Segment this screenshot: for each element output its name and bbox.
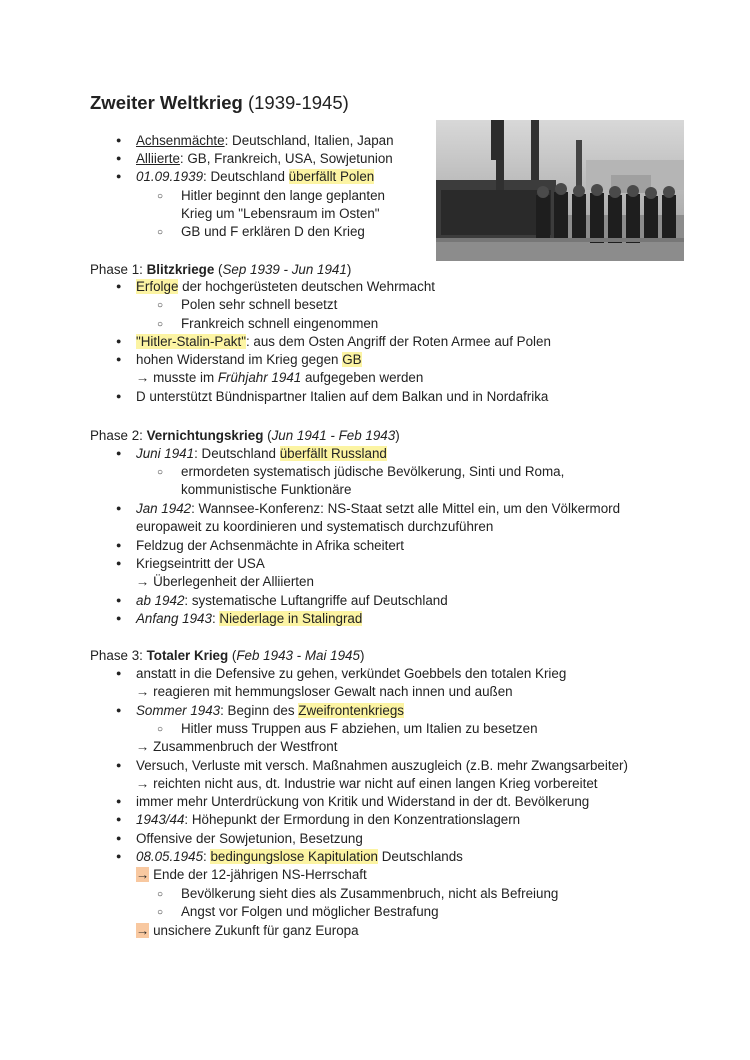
- bullet: [116, 445, 121, 464]
- phase3-heading: Phase 3: Totaler Krieg (Feb 1943 - Mai 1945): [90, 648, 365, 663]
- list-item-continuation: → Überlegenheit der Alliierten: [136, 574, 314, 589]
- list-item: Anfang 1943: Niederlage in Stalingrad: [136, 611, 363, 626]
- list-item: 1943/44: Höhepunkt der Ermordung in den Konzentrationslagern: [136, 812, 521, 827]
- list-item-continuation: → unsichere Zukunft für ganz Europa: [136, 923, 359, 938]
- bullet: [116, 537, 121, 556]
- bullet: [116, 388, 121, 407]
- list-item: Versuch, Verluste mit versch. Maßnahmen auszugleich (z.B. mehr Zwangsarbeiter): [136, 758, 628, 773]
- list-item-continuation: → Ende der 12-jährigen NS-Herrschaft: [136, 867, 367, 882]
- list-item: "Hitler-Stalin-Pakt": aus dem Osten Angriff der Roten Armee auf Polen: [136, 334, 551, 349]
- list-item-continuation: → musste im Frühjahr 1941 aufgegeben werden: [136, 370, 424, 385]
- sub-item: GB und F erklären D den Krieg: [181, 224, 365, 239]
- list-item: 01.09.1939: Deutschland überfällt Polen: [136, 169, 375, 184]
- bullet: [116, 168, 121, 187]
- list-item: D unterstützt Bündnispartner Italien auf dem Balkan und in Nordafrika: [136, 389, 549, 404]
- list-item: immer mehr Unterdrückung von Kritik und Widerstand in der dt. Bevölkerung: [136, 794, 590, 809]
- sub-item: Krieg um "Lebensraum im Osten": [181, 206, 380, 221]
- list-item: Feldzug der Achsenmächte in Afrika scheitert: [136, 538, 404, 553]
- list-item-continuation: europaweit zu koordinieren und systematisch durchzuführen: [136, 519, 494, 534]
- bullet: [116, 333, 121, 352]
- sub-bullet: [157, 903, 163, 923]
- bullet: [116, 500, 121, 519]
- list-item: Offensive der Sowjetunion, Besetzung: [136, 831, 363, 846]
- list-item: Alliierte: GB, Frankreich, USA, Sowjetunion: [136, 151, 393, 166]
- list-item: Sommer 1943: Beginn des Zweifrontenkriegs: [136, 703, 404, 718]
- bullet: [116, 793, 121, 812]
- bullet: [116, 555, 121, 574]
- list-item: anstatt in die Defensive zu gehen, verkündet Goebbels den totalen Krieg: [136, 666, 567, 681]
- list-item: ab 1942: systematische Luftangriffe auf Deutschland: [136, 593, 448, 608]
- bullet: [116, 610, 121, 629]
- list-item: Jan 1942: Wannsee-Konferenz: NS-Staat setzt alle Mittel ein, um den Völkermord: [136, 501, 621, 516]
- sub-bullet: [157, 187, 163, 207]
- sub-item: Hitler muss Truppen aus F abziehen, um Italien zu besetzen: [181, 721, 538, 736]
- bullet: [116, 848, 121, 867]
- sub-bullet: [157, 720, 163, 740]
- list-item-continuation: → Zusammenbruch der Westfront: [136, 739, 338, 754]
- sub-item: Frankreich schnell eingenommen: [181, 316, 379, 331]
- bullet: [116, 757, 121, 776]
- list-item: 08.05.1945: bedingungslose Kapitulation Deutschlands: [136, 849, 463, 864]
- sub-bullet: [157, 296, 163, 316]
- sub-item: kommunistische Funktionäre: [181, 482, 352, 497]
- historical-photo: [436, 120, 684, 261]
- sub-item: Polen sehr schnell besetzt: [181, 297, 338, 312]
- sub-item: Hitler beginnt den lange geplanten: [181, 188, 385, 203]
- sub-bullet: [157, 885, 163, 905]
- sub-bullet: [157, 223, 163, 243]
- bullet: [116, 665, 121, 684]
- bullet: [116, 351, 121, 370]
- sub-bullet: [157, 463, 163, 483]
- list-item: Juni 1941: Deutschland überfällt Russland: [136, 446, 387, 461]
- list-item: Kriegseintritt der USA: [136, 556, 265, 571]
- phase1-heading: Phase 1: Blitzkriege (Sep 1939 - Jun 1941): [90, 262, 352, 277]
- sub-item: ermordeten systematisch jüdische Bevölkerung, Sinti und Roma,: [181, 464, 565, 479]
- bullet: [116, 811, 121, 830]
- sub-item: Bevölkerung sieht dies als Zusammenbruch, nicht als Befreiung: [181, 886, 559, 901]
- list-item-continuation: → reichten nicht aus, dt. Industrie war nicht auf einen langen Krieg vorbereitet: [136, 776, 598, 791]
- bullet: [116, 278, 121, 297]
- list-item: Erfolge der hochgerüsteten deutschen Wehrmacht: [136, 279, 435, 294]
- list-item: Achsenmächte: Deutschland, Italien, Japan: [136, 133, 394, 148]
- list-item-continuation: → reagieren mit hemmungsloser Gewalt nach innen und außen: [136, 684, 513, 699]
- bullet: [116, 702, 121, 721]
- page-title: Zweiter Weltkrieg (1939-1945): [90, 92, 349, 113]
- bullet: [116, 150, 121, 169]
- sub-item: Angst vor Folgen und möglicher Bestrafung: [181, 904, 439, 919]
- bullet: [116, 830, 121, 849]
- phase2-heading: Phase 2: Vernichtungskrieg (Jun 1941 - Feb 1943): [90, 428, 400, 443]
- sub-bullet: [157, 315, 163, 335]
- list-item: hohen Widerstand im Krieg gegen GB: [136, 352, 362, 367]
- bullet: [116, 592, 121, 611]
- bullet: [116, 132, 121, 151]
